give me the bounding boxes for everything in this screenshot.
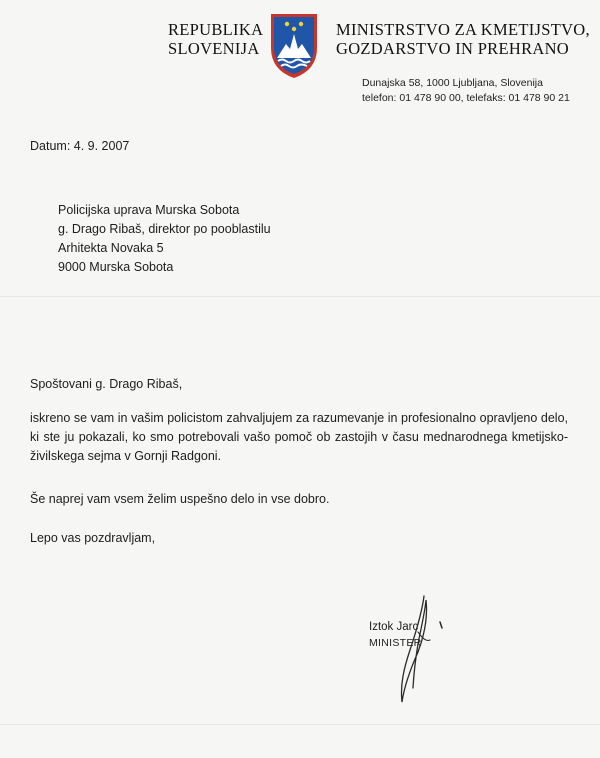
letter-body: iskreno se vam in vašim policistom zahvaljujem za razumevanje in profesionalno opravljeno delo, ki ste ju pokazali, ko smo potrebovali vašo pomoč ob zastojih v času mednarodnega kmetijsko-živilskega sejma v Gornji Radgoni. <box>30 411 568 463</box>
ministry-name <box>336 20 590 58</box>
ministry-address <box>362 76 570 106</box>
signer-name: Iztok Jarc <box>369 621 419 633</box>
ministry-line-2: GOZDARSTVO IN PREHRANO <box>336 39 570 58</box>
ministry-line-1: MINISTRSTVO ZA KMETIJSTVO, <box>336 20 590 39</box>
letter-greeting: Spoštovani g. Drago Ribaš, <box>30 377 183 391</box>
closing-wish: Še naprej vam vsem želim uspešno delo in vse dobro. <box>30 492 330 506</box>
signer-title: MINISTER <box>369 637 422 649</box>
recipient-address <box>58 201 271 277</box>
paper-fold-line <box>0 724 600 726</box>
recipient-line: 9000 Murska Sobota <box>58 260 174 274</box>
address-line: Dunajska 58, 1000 Ljubljana, Slovenija <box>362 77 543 89</box>
recipient-line: Policijska uprava Murska Sobota <box>58 203 240 217</box>
slovenia-coat-of-arms-icon <box>268 12 320 80</box>
closing-salutation: Lepo vas pozdravljam, <box>30 531 156 545</box>
recipient-line: g. Drago Ribaš, direktor po pooblastilu <box>58 222 271 236</box>
handwritten-signature-icon <box>388 592 448 708</box>
recipient-line: Arhitekta Novaka 5 <box>58 241 164 255</box>
contact-line: telefon: 01 478 90 00, telefaks: 01 478 90 21 <box>362 92 570 104</box>
paper-fold-line <box>0 296 600 298</box>
republic-name <box>168 20 263 58</box>
republic-line-2: SLOVENIJA <box>168 39 260 58</box>
republic-line-1: REPUBLIKA <box>168 20 264 39</box>
letter-date: Datum: 4. 9. 2007 <box>30 139 130 153</box>
